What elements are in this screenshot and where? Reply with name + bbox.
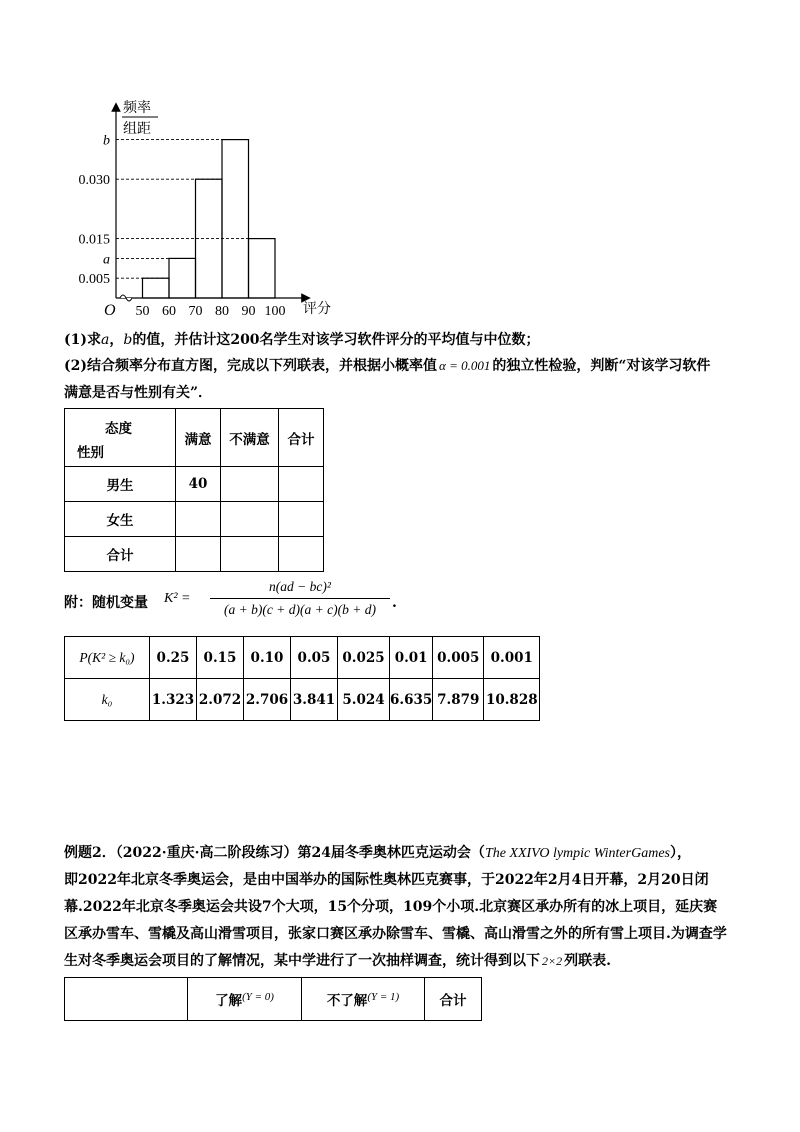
table-cell: 2.072	[197, 679, 244, 721]
header-unsatisfied: 不满意	[221, 409, 279, 467]
header-not-understand-math: (Y = 1)	[367, 991, 400, 1003]
ex2-english-title: The XXIVO lympic WinterGames	[484, 846, 670, 861]
table-cell	[65, 978, 188, 1021]
axis-break-mark	[120, 295, 132, 301]
x-tick-label: 100	[264, 304, 286, 319]
p-row-label: P(K² ≥ k₀)	[65, 637, 150, 679]
question-1	[64, 327, 540, 353]
table-row	[65, 537, 324, 572]
formula-numerator: n(ad − bc)²	[269, 579, 331, 594]
formula-line	[64, 578, 524, 628]
contingency-table-gender	[64, 408, 324, 572]
header-satisfied: 满意	[176, 409, 221, 467]
ex2-line1-pre: 例题2．（2022·重庆·高二阶段练习）第24届冬季奥林匹克运动会（	[64, 845, 485, 861]
table-row	[65, 467, 324, 502]
row-label-total: 合计	[65, 537, 176, 572]
example-2-paragraph	[64, 840, 727, 975]
header-total: 合计	[425, 978, 482, 1021]
corner-top-label: 态度	[105, 421, 132, 437]
x-tick-label: 60	[162, 304, 176, 319]
q1-var-b: b	[123, 332, 133, 348]
histogram-bar	[249, 239, 276, 298]
row-label-female: 女生	[65, 502, 176, 537]
corner-cell	[65, 409, 176, 467]
corner-bottom-label: 性别	[77, 445, 104, 461]
table-cell: 5.024	[338, 679, 390, 721]
ex2-line1-post: ），	[669, 845, 691, 861]
critical-value-table	[64, 636, 540, 721]
header-total: 合计	[279, 409, 324, 467]
y-axis-label-top: 频率	[123, 101, 151, 116]
ex2-line5-post: 列联表.	[564, 953, 611, 969]
example-2-line-1	[64, 840, 727, 867]
q1-sep: ，	[109, 332, 124, 348]
table-cell	[279, 502, 324, 537]
x-tick-label: 70	[188, 304, 203, 319]
y-tick-label: b	[103, 133, 110, 149]
table-cell: 0.005	[433, 637, 484, 679]
table-cell: 0.05	[291, 637, 338, 679]
question-2-line-2	[64, 380, 212, 406]
table-cell: 0.25	[150, 637, 197, 679]
y-tick-label: 0.015	[78, 232, 110, 248]
q1-prefix: (1)求	[64, 332, 101, 348]
table-cell	[279, 537, 324, 572]
q2-text-post: 的独立性检验，判断“对该学习软件	[492, 358, 711, 374]
table-cell: 2.706	[244, 679, 291, 721]
y-tick-label: 0.030	[78, 173, 110, 189]
example-2-line-5	[64, 948, 727, 975]
table-cell: 7.879	[433, 679, 484, 721]
y-tick-label: 0.005	[78, 272, 110, 288]
k-row-label: k₀	[65, 679, 150, 721]
table-cell	[279, 467, 324, 502]
row-label-male: 男生	[65, 467, 176, 502]
q1-var-a: a	[101, 332, 110, 348]
table-row	[65, 502, 324, 537]
example-2-line-3: 幕.2022年北京冬季奥运会共设7个大项，15个分项，109个小项.北京赛区承办所有的冰上项目，延庆赛	[64, 899, 718, 915]
table-cell: 0.01	[390, 637, 433, 679]
q2-alpha: α = 0.001	[439, 358, 491, 373]
q2-text-line2: 满意是否与性别有关”．	[64, 385, 213, 401]
table-cell: 40	[176, 467, 221, 502]
table-cell	[221, 467, 279, 502]
formula-prefix: 附：随机变量	[64, 595, 148, 611]
table-cell: 6.635	[390, 679, 433, 721]
table-cell: 0.15	[197, 637, 244, 679]
x-axis-label: 评分	[303, 302, 331, 317]
table-row	[65, 679, 540, 721]
example-2-line-2: 即2022年北京冬季奥运会，是由中国举办的国际性奥林匹克赛事，于2022年2月4日开幕，2月20日闭	[64, 872, 709, 888]
table-cell: 10.828	[484, 679, 540, 721]
table-cell: 1.323	[150, 679, 197, 721]
table-cell	[176, 537, 221, 572]
question-2-line-1	[64, 353, 710, 379]
formula-denominator: (a + b)(c + d)(a + c)(b + d)	[224, 602, 376, 617]
histogram-bar	[169, 258, 196, 298]
table-row	[65, 637, 540, 679]
origin-label: O	[104, 302, 116, 319]
header-understand-text: 了解	[215, 993, 243, 1009]
formula-lhs: K² =	[164, 591, 191, 606]
q2-text-pre: (2)结合频率分布直方图，完成以下列联表，并根据小概率值	[64, 358, 437, 374]
frequency-histogram	[60, 95, 360, 325]
table-cell: 0.025	[338, 637, 390, 679]
fraction-bar	[210, 598, 390, 599]
example-2-line-4: 区承办雪车、雪橇及高山滑雪项目，张家口赛区承办除雪车、雪橇、高山滑雪之外的所有雪上项目.为调查学	[64, 926, 727, 942]
q1-rest: 的值，并估计这200名学生对该学习软件评分的平均值与中位数；	[132, 332, 540, 348]
header-not-understand-text: 不了解	[326, 993, 368, 1009]
y-axis-label-bottom: 组距	[123, 122, 151, 137]
histogram-bar	[143, 278, 170, 298]
table-cell	[221, 502, 279, 537]
contingency-table-understanding	[64, 977, 482, 1021]
table-cell: 0.10	[244, 637, 291, 679]
x-tick-label: 50	[135, 304, 150, 319]
header-understand-math: (Y = 0)	[242, 991, 274, 1003]
table-cell	[176, 502, 221, 537]
y-tick-label: a	[103, 252, 110, 268]
table-cell	[221, 537, 279, 572]
x-tick-label: 90	[241, 304, 256, 319]
x-tick-label: 80	[215, 304, 229, 319]
ex2-line5-math: 2×2	[542, 954, 563, 968]
table-cell: 0.001	[484, 637, 540, 679]
header-understand	[188, 978, 302, 1021]
formula-fraction	[210, 578, 390, 619]
formula-suffix: .	[392, 595, 397, 611]
ex2-line5-pre: 生对冬季奥运会项目的了解情况，某中学进行了一次抽样调查，统计得到以下	[64, 953, 540, 969]
header-not-understand	[302, 978, 425, 1021]
histogram-bar	[222, 140, 249, 298]
table-row	[65, 978, 482, 1021]
table-cell: 3.841	[291, 679, 338, 721]
